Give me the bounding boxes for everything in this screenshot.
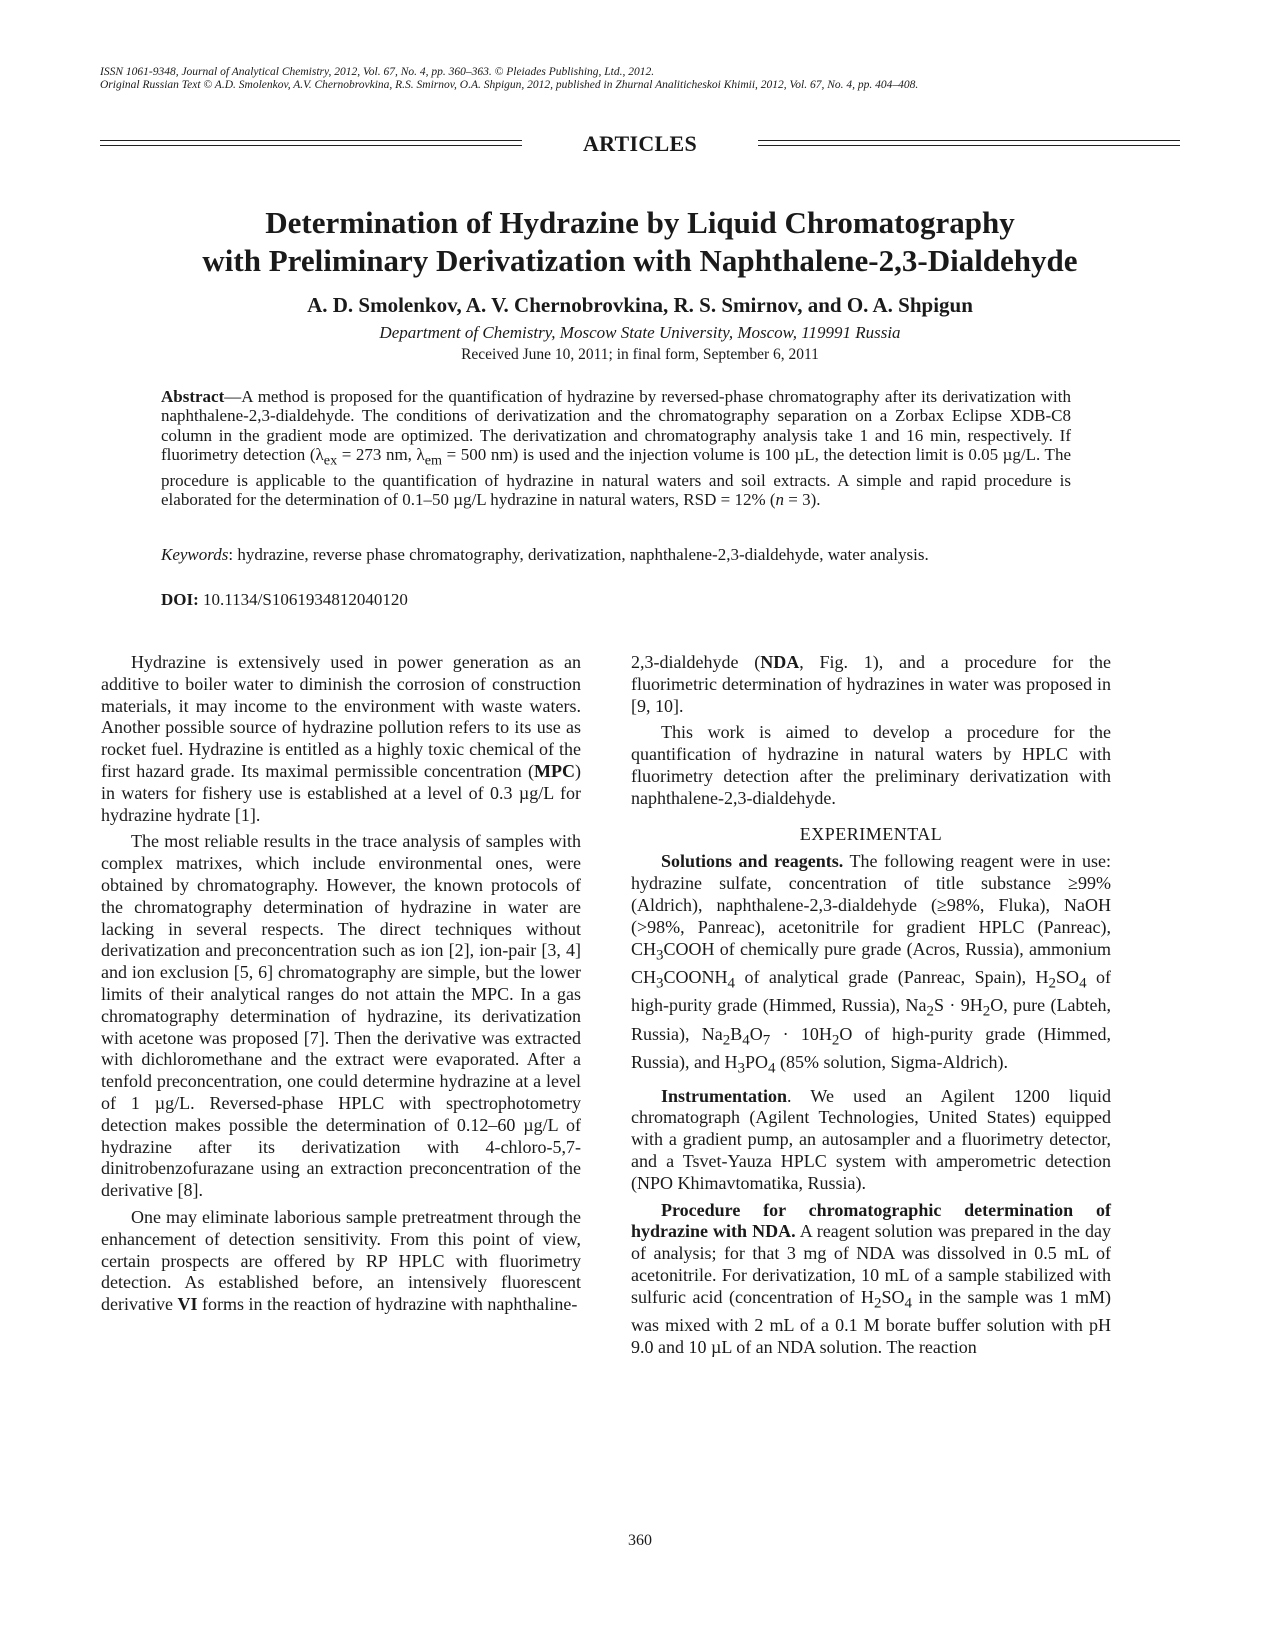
- page-number: 360: [628, 1532, 652, 1549]
- run-in-heading: Procedure for chromatographic determination of hydrazine with NDA.: [631, 1199, 1111, 1242]
- affiliation: Department of Chemistry, Moscow State University, Moscow, 119991 Russia: [379, 323, 901, 342]
- received-dates: Received June 10, 2011; in final form, September 6, 2011: [461, 346, 819, 363]
- subscript: 4: [727, 975, 736, 992]
- paragraph-text: B: [730, 1023, 743, 1044]
- section-rule: [100, 133, 1180, 155]
- paragraph-text: ) in waters for fishery use is established at a level of 0.3 µg/L for hydrazine hydrate [1].: [101, 760, 581, 825]
- journal-header: [100, 66, 1180, 92]
- paragraph-text: · 10H: [770, 1023, 832, 1044]
- run-in-heading: Solutions and reagents.: [661, 851, 844, 872]
- abstract-subscript: ex: [323, 452, 338, 469]
- paragraph-text: in the sample was 1 mM) was mixed with 2 mL of a 0.1 M borate buffer solution with pH 9.0 and 10 µL of an NDA solution. The reaction: [631, 1286, 1111, 1357]
- subscript: 4: [742, 1032, 750, 1049]
- abstract-text: = 273 nm, λ: [337, 445, 425, 465]
- paragraph-text: , Fig. 1), and a procedure for the fluorimetric determination of hydrazines in water was proposed in [9, 10].: [631, 652, 1111, 716]
- paragraph-text: The following reagent were in use: hydrazine sulfate, concentration of title substance ≥99% (Aldrich), naphthalene-2,3-dialdehyde (≥98%, Fluka), NaOH (>98%, Panreac), acetonitrile for gradient HPLC (Panreac), CH: [631, 851, 1111, 959]
- abstract-text: —A method is proposed for the quantification of hydrazine by reversed-phase chromatography after its derivatization with naphthalene-2,3-dialdehyde. The conditions of derivatization and the chromatography separation on a Zorbax Eclipse XDB-C8 column in the gradient mode are optimized. The derivatization and chromatography analysis take 1 and 16 min, respectively. If fluorimetry detection (λ: [161, 387, 1071, 465]
- subscript: 2: [831, 1032, 840, 1049]
- article-title-line-2: with Preliminary Derivatization with Naphthalene-2,3-Dialdehyde: [202, 243, 1078, 278]
- abstract-italic: n: [775, 490, 785, 510]
- paragraph-text: COONH: [663, 966, 728, 987]
- paragraph-text: COOH of chemically pure grade (Acros, Russia), ammonium CH: [631, 938, 1111, 987]
- paragraph-text: of analytical grade (Panreac, Spain), H: [735, 966, 1049, 987]
- paragraph-text: O of high-purity grade (Himmed, Russia), and H: [631, 1023, 1111, 1073]
- paragraph: This work is aimed to develop a procedure for the quantification of hydrazine in natural waters by HPLC with fluorimetry detection after the preliminary derivatization with naphthalene-2,3-dialdehyde.: [631, 722, 1111, 808]
- section-heading-experimental: EXPERIMENTAL: [799, 823, 943, 844]
- subscript: 2: [873, 1295, 882, 1312]
- right-column: [631, 652, 1111, 1359]
- paragraph-text: forms in the reaction of hydrazine with naphthaline-: [197, 1294, 578, 1315]
- rule-line-right: [758, 140, 1180, 146]
- subscript: 4: [768, 1060, 776, 1077]
- paragraph-text: 2,3-dialdehyde (: [631, 652, 761, 672]
- doi-value: 10.1134/S1061934812040120: [198, 590, 408, 609]
- subscript: 2: [982, 1003, 991, 1020]
- paragraph-text: (85% solution, Sigma-Aldrich).: [775, 1052, 1008, 1073]
- paragraph-text: SO: [1056, 966, 1080, 987]
- doi-label: DOI:: [161, 590, 199, 609]
- journal-header-line-1: ISSN 1061-9348, Journal of Analytical Chemistry, 2012, Vol. 67, No. 4, pp. 360–363. © Pleiades Publishing, Ltd., 2012.: [100, 66, 655, 78]
- paragraph-procedure: [631, 1200, 1111, 1359]
- paragraph-solutions: [631, 851, 1111, 1080]
- paragraph-text: Hydrazine is extensively used in power generation as an additive to boiler water to diminish the corrosion of construction materials, it may income to the environment with waste waters. Another possible source of hydrazine pollution refers to its use as rocket fuel. Hydrazine is entitled as a highly toxic chemical of the first hazard grade. Its maximal permissible concentration (: [101, 652, 581, 781]
- bold-term: MPC: [534, 760, 575, 781]
- run-in-heading: Instrumentation: [661, 1085, 788, 1106]
- keywords-text: : hydrazine, reverse phase chromatography, derivatization, naphthalene-2,3-dialdehyde, water analysis.: [228, 545, 929, 564]
- paragraph-text: A reagent solution was prepared in the day of analysis; for that 3 mg of NDA was dissolved in 0.5 mL of acetonitrile. For derivatization, 10 mL of a sample stabilized with sulfuric acid (concentration of H: [631, 1221, 1111, 1307]
- bold-term: VI: [177, 1294, 198, 1315]
- subscript: 4: [1079, 975, 1087, 992]
- subscript: 2: [1048, 975, 1057, 992]
- authors: A. D. Smolenkov, A. V. Chernobrovkina, R. S. Smirnov, and O. A. Shpigun: [307, 293, 973, 317]
- paragraph: [631, 652, 1111, 717]
- journal-header-line-2: Original Russian Text © A.D. Smolenkov, A.V. Chernobrovkina, R.S. Smirnov, O.A. Shpigun, 2012, published in Zhurnal Analiticheskoi Khimii, 2012, Vol. 67, No. 4, pp. 404–408.: [100, 79, 919, 91]
- subscript: 4: [904, 1295, 912, 1312]
- abstract: [161, 387, 1071, 510]
- keywords-label: Keywords: [161, 545, 229, 564]
- paragraph-instrumentation: [631, 1086, 1111, 1195]
- paragraph-text: PO: [745, 1052, 769, 1073]
- abstract-label: Abstract: [161, 387, 225, 406]
- paragraph: [101, 1207, 581, 1316]
- subscript: 3: [656, 947, 664, 964]
- subscript: 2: [722, 1032, 731, 1049]
- paragraph: [101, 652, 581, 826]
- paragraph-text: . We used an Agilent 1200 liquid chromatograph (Agilent Technologies, United States) equipped with a gradient pump, an autosampler and a fluorimetry detector, and a Tsvet-Yauza HPLC system with amperometric detection (NPO Khimavtomatika, Russia).: [631, 1085, 1111, 1193]
- keywords: [161, 545, 1071, 564]
- subscript: 7: [762, 1032, 771, 1049]
- subscript: 3: [737, 1060, 745, 1077]
- subscript: 2: [926, 1003, 934, 1020]
- article-title-line-1: Determination of Hydrazine by Liquid Chromatography: [265, 205, 1015, 240]
- paragraph-text: One may eliminate laborious sample pretreatment through the enhancement of detection sensitivity. From this point of view, certain prospects are offered by RP HPLC with fluorimetry detection. As established before, an intensively fluorescent derivative: [101, 1206, 581, 1315]
- doi: [161, 590, 1071, 610]
- subscript: 3: [656, 975, 664, 992]
- paragraph-text: SO: [881, 1286, 905, 1307]
- paragraph-text: S · 9H: [933, 995, 983, 1016]
- left-column: [101, 652, 581, 1316]
- abstract-subscript: em: [424, 452, 443, 469]
- paragraph: The most reliable results in the trace analysis of samples with complex matrixes, which include environmental ones, were obtained by chromatography. However, the known protocols of the chromatography determination of hydrazine in water are lacking in several respects. The direct techniques without derivatization and preconcentration such as ion [2], ion-pair [3, 4] and ion exclusion [5, 6] chromatography are simple, but the lower limits of their analytical ranges do not attain the MPC. In a gas chromatography determination of hydrazine, its derivatization with acetone was proposed [7]. Then the derivative was extracted with dichloromethane and the extract were evaporated. After a tenfold preconcentration, one could determine hydrazine at a level of 1 µg/L. Reversed-phase HPLC with spectrophotometry detection makes possible the determination of 0.12–60 µg/L of hydrazine after its derivatization with 4-chloro-5,7-dinitrobenzofurazane using an extraction preconcentration of the derivative [8].: [101, 831, 581, 1201]
- section-label: ARTICLES: [582, 131, 698, 156]
- abstract-text: = 3).: [784, 490, 821, 510]
- paragraph-text: of high-purity grade (Himmed, Russia), Na: [631, 966, 1111, 1016]
- abstract-text: = 500 nm) is used and the injection volume is 100 µL, the detection limit is 0.05 µg/L. The procedure is applicable to the quantification of hydrazine in natural waters and soil extracts. A simple and rapid procedure is elaborated for the determination of 0.1–50 µg/L hydrazine in natural waters, RSD = 12% (: [161, 445, 1071, 510]
- bold-term: NDA: [760, 652, 800, 672]
- paragraph-text: O, pure (Labteh, Russia), Na: [631, 995, 1111, 1044]
- paragraph-text: O: [749, 1023, 763, 1044]
- article-title: [100, 204, 1180, 280]
